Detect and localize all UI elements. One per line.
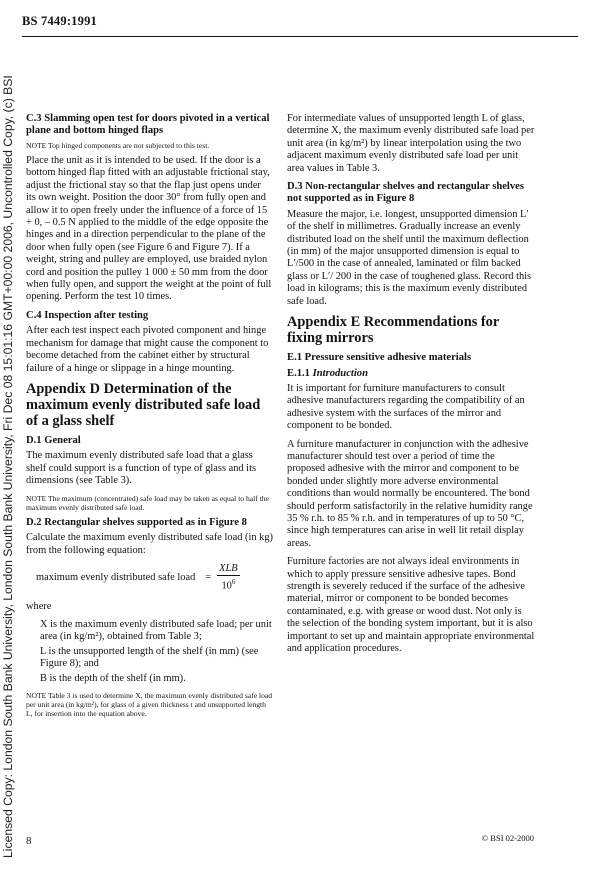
section-d1-note: NOTE The maximum (concentrated) safe load may be taken as equal to half the maximum evenly distributed safe load. bbox=[26, 493, 269, 512]
appendix-d-heading: Appendix D Determination of the maximum evenly distributed safe load of a glass shelf bbox=[26, 380, 261, 429]
section-c3-heading: C.3 Slamming open test for doors pivoted in a vertical plane and bottom hinged flaps bbox=[26, 113, 270, 137]
section-e11-number: E.1.1 bbox=[287, 367, 310, 379]
page-number: 8 bbox=[26, 835, 32, 847]
standard-number: BS 7449:1991 bbox=[22, 14, 97, 28]
load-formula bbox=[36, 563, 273, 592]
definition-l: L is the unsupported length of the shelf (in mm) (see Figure 8); and bbox=[40, 645, 259, 670]
header-rule bbox=[22, 36, 578, 37]
licence-watermark: Licensed Copy: London South Bank University, London South Bank University, Fri Dec 08 15:01:16 GMT+00:00 2006, Uncontrolled Copy, (c) BSI bbox=[1, 75, 15, 858]
section-d2-note: NOTE Table 3 is used to determine X, the maximum evenly distributed safe load per unit area (in kg/m²), for glass of a given thickness t and unsupported length L, for insertion into the equation above. bbox=[26, 691, 273, 719]
definition-x: X is the maximum evenly distributed safe load; per unit area (in kg/m²), obtained from Table 3; bbox=[40, 619, 272, 643]
left-column bbox=[26, 113, 273, 724]
section-d2-continued: For intermediate values of unsupported length L of glass, determine X, the maximum evenly distributed safe load per unit area (in kg/m²) by linear interpolation using the two adjacent maximum evenly distributed safe load per unit area values in Table 3. bbox=[287, 113, 535, 174]
section-c4-text: After each test inspect each pivoted component and hinge mechanism for damage that might cause the component to become detached from the cabinet either by structural failure of a hinge or slippage in a hinge mounting. bbox=[26, 325, 269, 374]
formula-fraction bbox=[217, 563, 239, 592]
section-e11-title: Introduction bbox=[312, 367, 368, 379]
formula-exponent: 6 bbox=[231, 578, 236, 587]
section-d3-text: Measure the major, i.e. longest, unsupported dimension L′ of the shelf in millimetres. Gradually increase an evenly distributed load on the shelf until the maximum deflection (in mm) of the major unsupported dimension is equal to L′/500 in the case of annealed, laminated or film backed glass or L′/ 200 in the case of toughened glass. Record this load in kilograms; this is the maximum evenly distributed safe load. bbox=[287, 208, 532, 307]
definition-b: B is the depth of the shelf (in mm). bbox=[40, 672, 186, 684]
section-e11-heading bbox=[287, 368, 535, 380]
section-c4-heading: C.4 Inspection after testing bbox=[26, 309, 149, 321]
right-column bbox=[287, 113, 535, 661]
formula-base: 10 bbox=[221, 580, 232, 592]
section-e11-paragraph-1: It is important for furniture manufacturers to consult adhesive manufacturers regarding the compatibility of an adhesive system with the surfaces of the mirror and component to be bonded. bbox=[287, 382, 525, 432]
where-label: where bbox=[26, 600, 52, 612]
section-c3-note: NOTE Top hinged components are not subjected to this test. bbox=[26, 140, 210, 150]
section-d2-heading: D.2 Rectangular shelves supported as in Figure 8 bbox=[26, 516, 247, 528]
section-d1-heading: D.1 General bbox=[26, 434, 81, 446]
section-c3-text: Place the unit as it is intended to be used. If the door is a bottom hinged flap fitted with an adjustable frictional stay, adjust the frictional stay so that the flap just opens under its own weight. Position the door 30° from fully open and allow it to open freely under the influence of a force of 15 + 0, – 0.5 N applied to the middle of the edge opposite the hinges and in a direction perpendicular to the plane of the door when fully open (see Figure 6 and Figure 7). If a weight, string and pulley are employed, use braided nylon cord and position the pulley 1 000 ± 50 mm from the door when fully open, and support the weight at the point of full opening. Perform the test 10 times. bbox=[26, 155, 272, 303]
section-e11-paragraph-3: Furniture factories are not always ideal environments in which to apply pressure sensitive adhesive tapes. Bond strength is severely reduced if the surface of the adhesive material, mirror or component to be bonded becomes contaminated, e.g. with grease or wood dust. Not only is the selection of the bonding system important, but it is also important to set up and maintain appropriate environmental and application procedures. bbox=[287, 556, 535, 655]
section-d2-text: Calculate the maximum evenly distributed safe load (in kg) from the following equation: bbox=[26, 532, 273, 556]
formula-label: maximum evenly distributed safe load bbox=[36, 572, 196, 584]
formula-denominator bbox=[221, 576, 235, 592]
formula-numerator: XLB bbox=[219, 563, 238, 575]
section-d3-heading: D.3 Non-rectangular shelves and rectangular shelves not supported as in Figure 8 bbox=[287, 181, 524, 205]
section-d1-text: The maximum evenly distributed safe load that a glass shelf could support is a function of type of glass and its dimensions (see Table 3). bbox=[26, 450, 256, 487]
formula-equals: = bbox=[205, 572, 212, 584]
where-definitions bbox=[40, 619, 273, 685]
appendix-e-heading: Appendix E Recommendations for fixing mirrors bbox=[287, 314, 500, 347]
section-e11-paragraph-2: A furniture manufacturer in conjunction with the adhesive manufacturer should test over a period of time the proposed adhesive with the mirror and component to be bonded under slightly more adverse environmental conditions than would normally be encountered. The bond should perform satisfactorily in the relative humidity range 35 % r.h. to 85 % r.h. and in temperatures of up to 50 °C, since high temperatures can arise in well lit retail display areas. bbox=[287, 438, 533, 549]
copyright-notice: © BSI 02-2000 bbox=[481, 833, 534, 843]
page-header bbox=[22, 14, 578, 29]
section-e1-heading: E.1 Pressure sensitive adhesive materials bbox=[287, 352, 472, 364]
